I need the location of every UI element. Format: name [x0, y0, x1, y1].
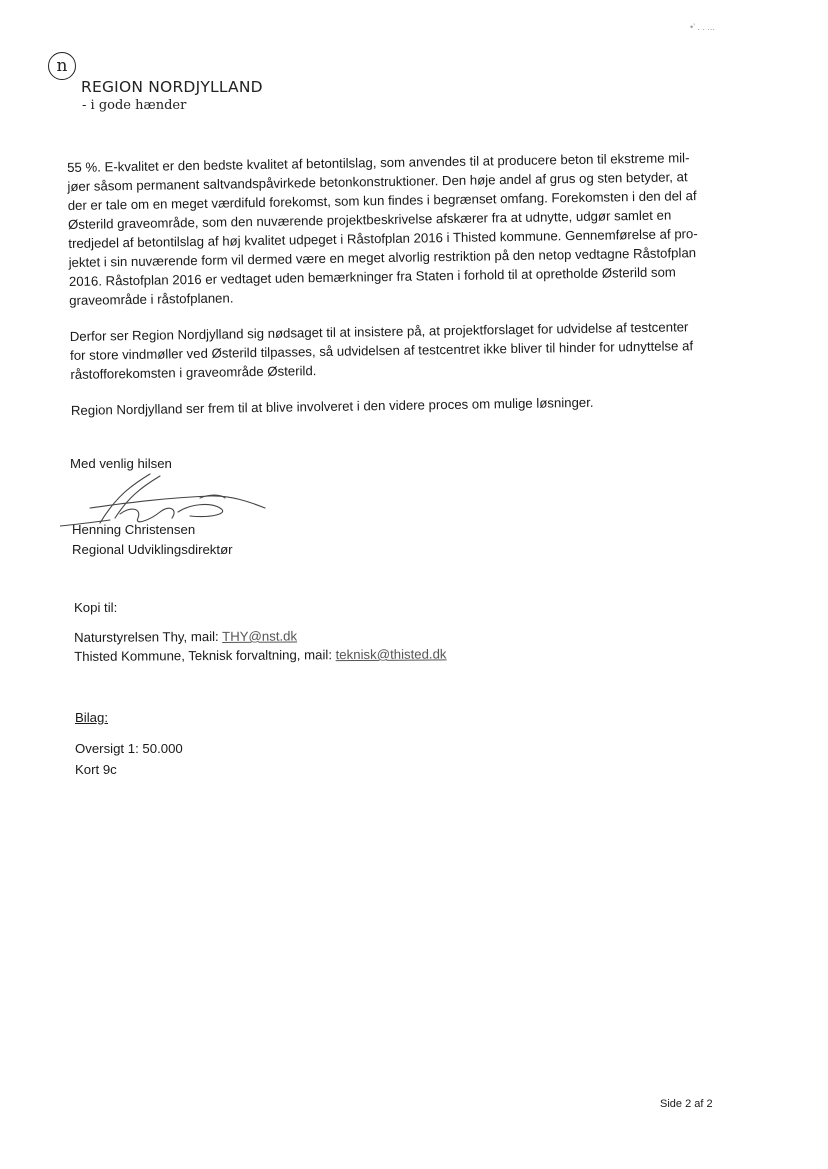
- appendix-item: Oversigt 1: 50.000: [75, 741, 183, 756]
- organization-tagline: - i gode hænder: [82, 98, 187, 113]
- appendix-item: Kort 9c: [75, 762, 117, 777]
- copy-recipient: Naturstyrelsen Thy, mail:: [74, 628, 223, 645]
- signer-block: [72, 520, 233, 560]
- signer-title: Regional Udviklingsdirektør: [72, 542, 233, 557]
- organization-name: REGION NORDJYLLAND: [81, 78, 263, 96]
- body-paragraph: Region Nordjylland ser frem til at blive involveret i den videre proces om mulige løsninger.: [70, 394, 594, 418]
- email-link[interactable]: THY@nst.dk: [222, 628, 298, 644]
- copy-label: Kopi til:: [74, 600, 118, 615]
- body-paragraph: Derfor ser Region Nordjylland sig nødsaget til at insistere på, at projektforslaget for udvidelse af testcenter for store vindmøller ved Østerild tilpasses, så udvidelsen af testcentret ikke bliver til hinder for udnyttelse af råstofforekomsten i graveområde Østerild.: [69, 319, 694, 382]
- corner-scan-mark: •’ . . ...: [690, 22, 715, 32]
- letter-body: [67, 148, 707, 437]
- page-number: Side 2 af 2: [660, 1098, 713, 1110]
- logo-emblem: n: [48, 52, 76, 80]
- closing-greeting: Med venlig hilsen: [70, 456, 172, 471]
- email-link[interactable]: teknisk@thisted.dk: [335, 646, 447, 663]
- appendix-list: [75, 738, 183, 780]
- body-paragraph: 55 %. E-kvalitet er den bedste kvalitet af betontilslag, som anvendes til at producere beton til ekstreme mil-jøer såsom permanent saltvandspåvirkede betonkonstruktioner. Den høje andel af grus og sten betyder, at der er tale om en meget værdifuld forekomst, som kun findes i begrænset omfang. Forekomsten i den del af Østerild graveområde, som den nuværende projektbeskrivelse afskærer fra at udnytte, udgør samlet en tredjedel af betontilslag af høj kvalitet udpeget i Råstofplan 2016 i Thisted kommune. Gennemførelse af pro-jektet i sin nuværende form vil dermed være en meget alvorlig restriktion på den netop vedtagne Råstofplan 2016. Råstofplan 2016 er vedtaget uden bemærkninger fra Staten i forhold til at opretholde Østerild som graveområde i råstofplanen.: [67, 150, 698, 308]
- signer-name: Henning Christensen: [72, 522, 196, 537]
- copy-recipient: Thisted Kommune, Teknisk forvaltning, mail:: [74, 647, 336, 664]
- copy-recipient-row: [74, 644, 446, 666]
- copy-recipients: [74, 625, 447, 666]
- appendix-label: Bilag:: [75, 710, 108, 725]
- copy-recipient-row: [74, 625, 446, 647]
